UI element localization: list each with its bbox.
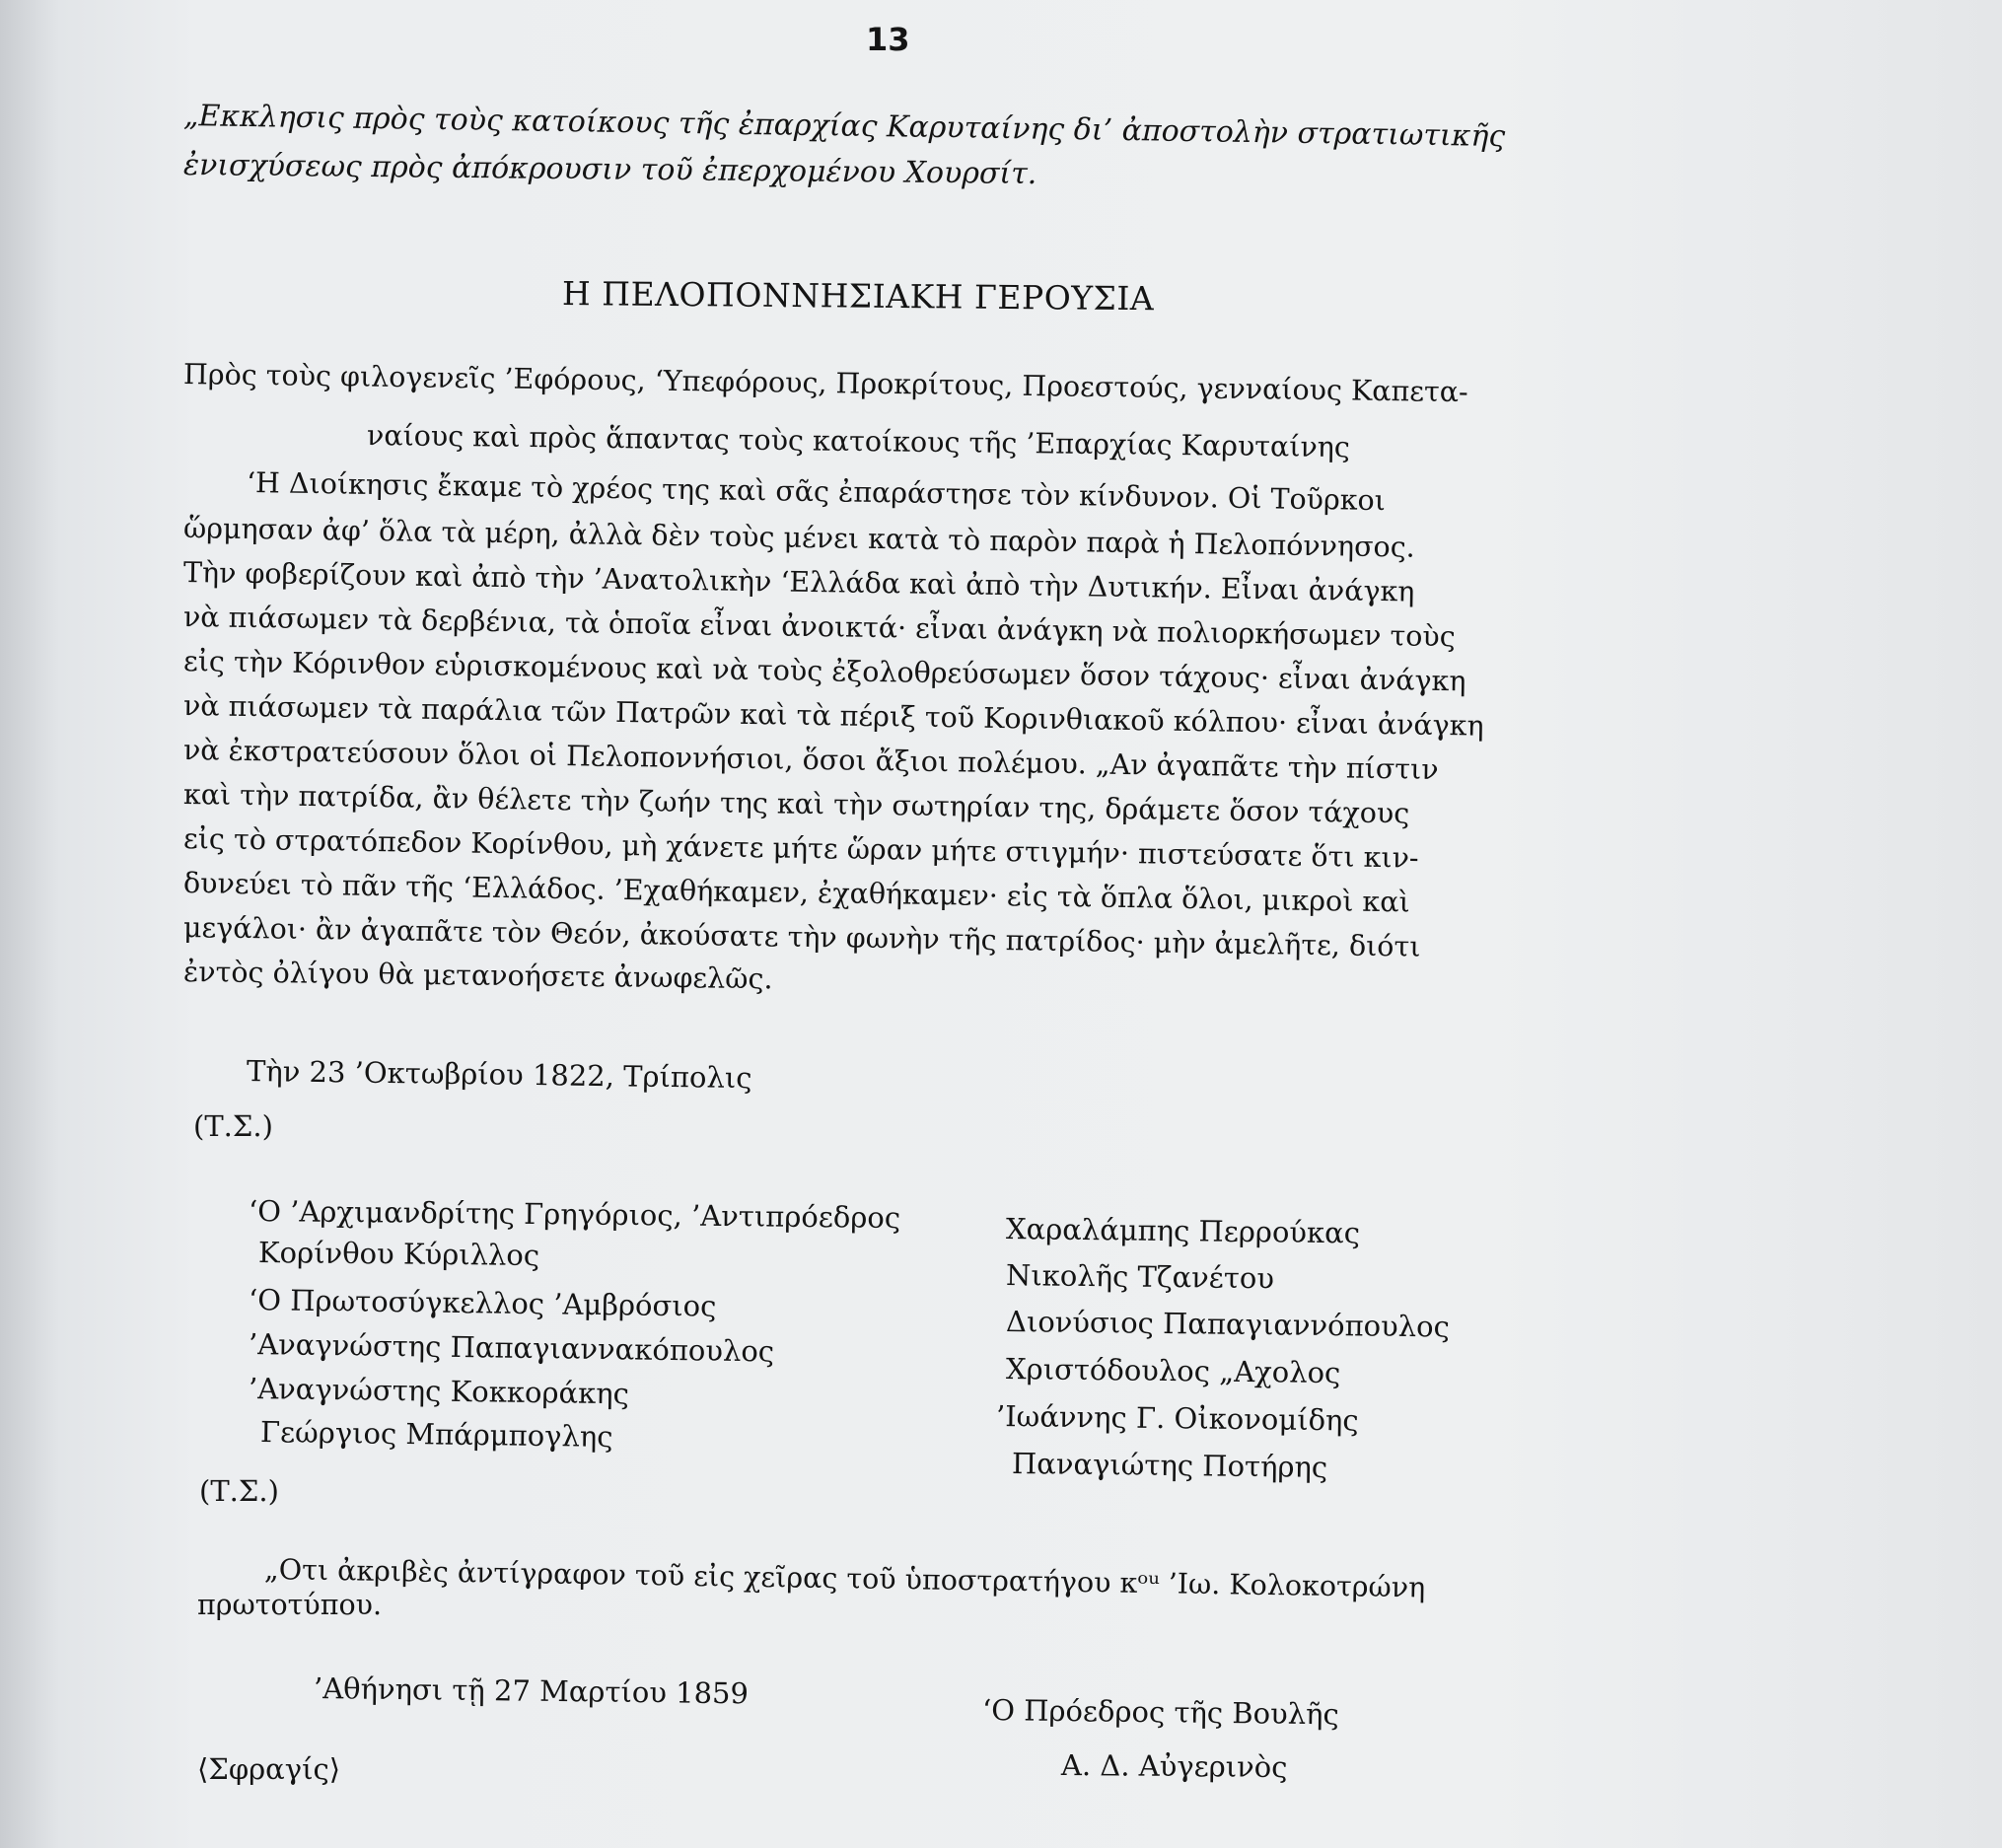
- body-line: δυνεύει τὸ πᾶν τῆς ʻΕλλάδος. ’Εχαθήκαμεν, ἐχαθήκαμεν· εἰς τὰ ὅπλα ὅλοι, μικροὶ καὶ: [182, 867, 1410, 919]
- body-line: εἰς τὴν Κόρινθον εὑρισκομένους καὶ νὰ τοὺς ἐξολοθρεύσωμεν ὅσον τάχους· εἶναι ἀνάγκη: [182, 645, 1466, 698]
- signatory: Παναγιώτης Ποτήρης: [1011, 1447, 1328, 1484]
- signatory: ʻΟ ’Αρχιμανδρίτης Γρηγόριος, ’Αντιπρόεδρος: [248, 1194, 901, 1235]
- body-line: Τὴν φοβερίζουν καὶ ἀπὸ τὴν ’Ανατολικὴν ʻΕλλάδα καὶ ἀπὸ τὴν Δυτικήν. Εἶναι ἀνάγκη: [182, 556, 1415, 608]
- seal-mark: (Τ.Σ.): [193, 1109, 273, 1143]
- address-line: ναίους καὶ πρὸς ἅπαντας τοὺς κατοίκους τῆς ’Επαρχίας Καρυταίνης: [366, 419, 1351, 464]
- signatory: Νικολῆς Τζανέτου: [1005, 1258, 1275, 1296]
- section-heading: Η ΠΕΛΟΠΟΝΝΗΣΙΑΚΗ ΓΕΡΟΥΣΙΑ: [561, 274, 1155, 319]
- president-name: Α. Δ. Αὐγερινὸς: [1060, 1748, 1288, 1785]
- signatory: ʻΟ Πρωτοσύγκελλος ’Αμβρόσιος: [248, 1283, 717, 1323]
- signatory: ’Ιωάννης Γ. Οἰκονομίδης: [995, 1399, 1359, 1438]
- certification-line: „Οτι ἀκριβὲς ἀντίγραφον τοῦ εἰς χεῖρας τοῦ ὑποστρατήγου κᵒᵘ ’Ιω. Κολοκοτρώνη: [263, 1553, 1426, 1604]
- certification-line: πρωτοτύπου.: [197, 1589, 383, 1621]
- body-line: μεγάλοι· ἂν ἀγαπᾶτε τὸν Θεόν, ἀκούσατε τὴν φωνὴν τῆς πατρίδος· μὴν ἀμελῆτε, διότι: [182, 911, 1421, 963]
- signatory: Διονύσιος Παπαγιαννόπουλος: [1005, 1305, 1451, 1344]
- date-line: Τὴν 23 ’Οκτωβρίου 1822, Τρίπολις: [246, 1054, 752, 1096]
- body-line: ἐντὸς ὀλίγου θὰ μετανοήσετε ἀνωφελῶς.: [182, 956, 773, 996]
- document-title-line: „Εκκλησις πρὸς τοὺς κατοίκους τῆς ἐπαρχίας Καρυταίνης δι’ ἀποστολὴν στρατιωτικῆς: [182, 99, 1506, 155]
- signatory: ’Αναγνώστης Κοκκοράκης: [248, 1372, 630, 1411]
- page-number: 13: [866, 21, 910, 58]
- seal-mark: (Τ.Σ.): [199, 1474, 279, 1508]
- address-line: Πρὸς τοὺς φιλογενεῖς ’Εφόρους, ʻΥπεφόρους, Προκρίτους, Προεστούς, γενναίους Καπετα-: [182, 358, 1468, 409]
- signatory: Γεώργιος Μπάρμπογλης: [259, 1415, 613, 1454]
- signatory: Χριστόδουλος „Αχολος: [1005, 1352, 1341, 1390]
- body-line: εἰς τὸ στρατόπεδον Κορίνθου, μὴ χάνετε μήτε ὥραν μήτε στιγμήν· πιστεύσατε ὅτι κιν-: [182, 822, 1419, 875]
- body-line: ὥρμησαν ἀφ’ ὅλα τὰ μέρη, ἀλλὰ δὲν τοὺς μένει κατὰ τὸ παρὸν παρὰ ἡ Πελοπόννησος.: [182, 512, 1416, 564]
- president-title: ʻΟ Πρόεδρος τῆς Βουλῆς: [981, 1693, 1339, 1732]
- document-title-line: ἐνισχύσεως πρὸς ἀπόκρουσιν τοῦ ἐπερχομένου Χουρσίτ.: [182, 148, 1037, 192]
- signatory: ’Αναγνώστης Παπαγιαννακόπουλος: [248, 1327, 775, 1369]
- body-line: νὰ πιάσωμεν τὰ δερβένια, τὰ ὁποῖα εἶναι ἀνοικτά· εἶναι ἀνάγκη νὰ πολιορκήσωμεν τοὺς: [182, 601, 1456, 654]
- body-line: νὰ ἐκστρατεύσουν ὅλοι οἱ Πελοποννήσιοι, ὅσοι ἄξιοι πολέμου. „Αν ἀγαπᾶτε τὴν πίστιν: [182, 734, 1439, 786]
- body-line: νὰ πιάσωμεν τὰ παράλια τῶν Πατρῶν καὶ τὰ πέριξ τοῦ Κορινθιακοῦ κόλπου· εἶναι ἀνάγκη: [182, 689, 1484, 743]
- seal-label: ⟨Σφραγίς⟩: [197, 1752, 341, 1786]
- signatory: Κορίνθου Κύριλλος: [257, 1236, 540, 1272]
- body-line: καὶ τὴν πατρίδα, ἂν θέλετε τὴν ζωήν της καὶ τὴν σωτηρίαν της, δράμετε ὅσον τάχους: [182, 778, 1410, 830]
- signatory: Χαραλάμπης Περρούκας: [1005, 1212, 1361, 1250]
- closing-place-date: ’Αθήνησι τῇ 27 Μαρτίου 1859: [313, 1671, 750, 1711]
- body-line: ʻΗ Διοίκησις ἔκαμε τὸ χρέος της καὶ σᾶς ἐπαράστησε τὸν κίνδυνον. Οἱ Τοῦρκοι: [246, 466, 1387, 518]
